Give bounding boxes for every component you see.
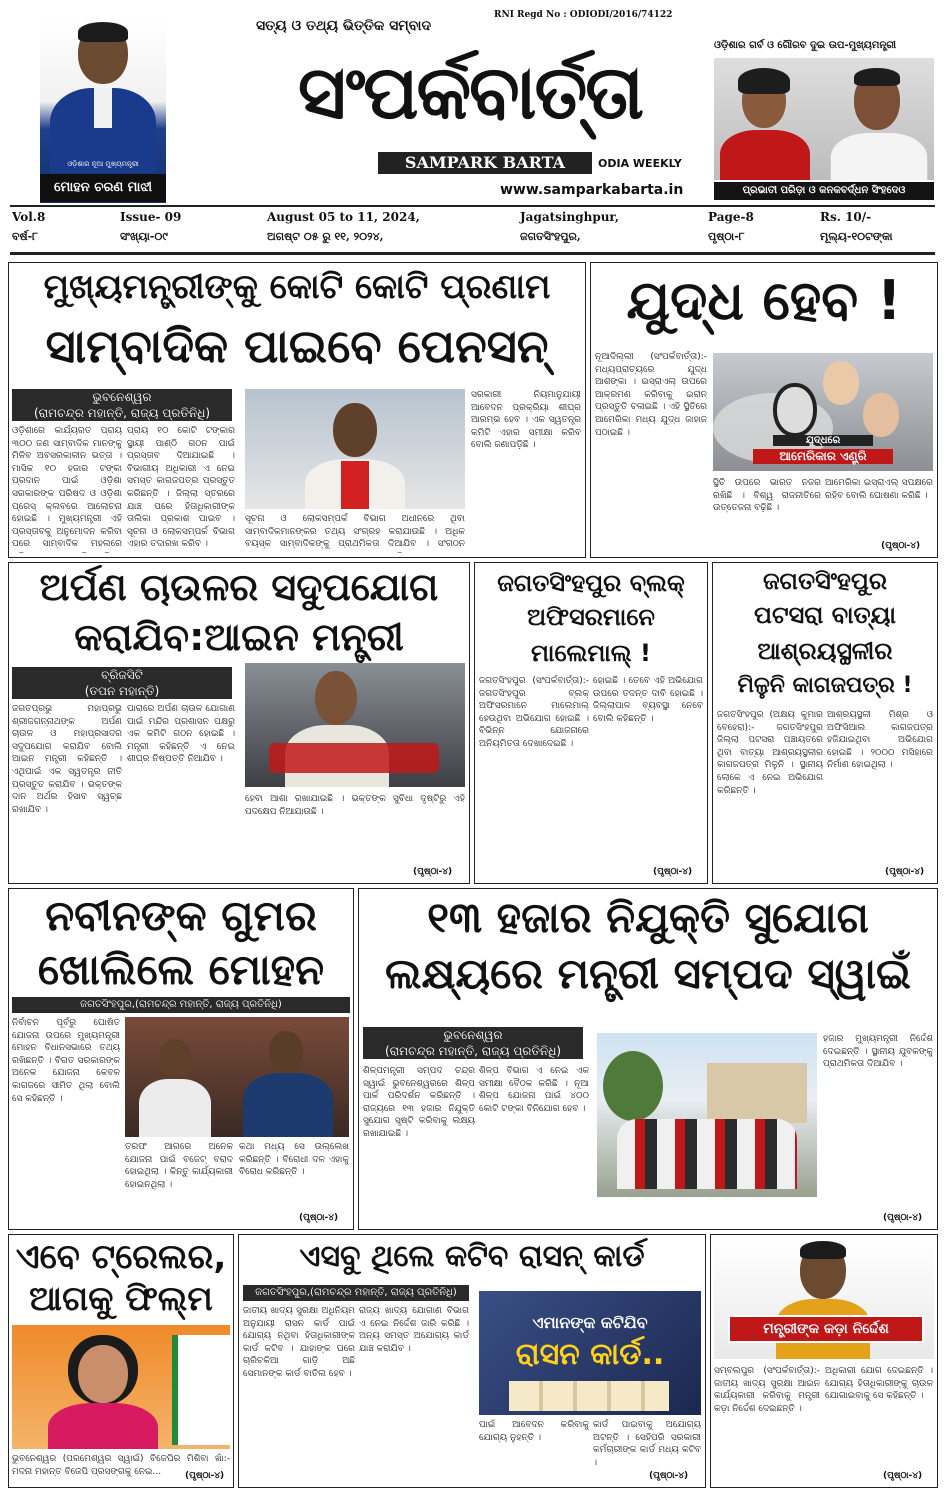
story1-col4: ସରକାରୀ ନିୟମାନୁଯାୟୀ ଆବେଦନ ପ୍ରକ୍ରିୟା ଶୀଘ୍ର ଆରମ୍ଭ ହେବ । ଏକ ସ୍ୱତନ୍ତ୍ର କମିଟି ଏହାର ସମୀକ୍ଷା କରିବ ବୋଲି ଜଣାପଡ଼ିଛି । <box>471 390 581 451</box>
newspaper-logo: ସଂପର୍କବାର୍ତ୍ତା <box>297 50 643 136</box>
story6-photo <box>125 1017 349 1137</box>
story7-col1: ଶିଳ୍ପମନ୍ତ୍ରୀ ସମ୍ପଦ ଚନ୍ଦ୍ର ସ୍ୱାଇଁ ଭୁବନେଶ୍ୱରରେ ଶିଳ୍ପ ପାର୍କ ପରିଦର୍ଶନ କରିଛନ୍ତି । ରାଜ୍ୟରେ ୧୩ ହଜାର ନିଯୁକ୍ତି ସୁଯୋଗ ସୃଷ୍ଟି କରିବାକୁ ଲକ୍ଷ୍ୟ ରଖାଯାଇଛି । <box>363 1066 475 1139</box>
left-photo-caption-small: ଓଡ଼ିଶାର ନୂଆ ମୁଖ୍ୟମନ୍ତ୍ରୀ <box>67 160 139 168</box>
story10-continued: (ପୃଷ୍ଠା-୪) <box>883 1471 923 1481</box>
story4-headline3: ମାଲେମାଲ୍ ! <box>531 639 651 667</box>
story4-headline2: ଅଫିସରମାନେ <box>527 603 655 631</box>
story6-col3: କଥା ମଧ୍ୟ ସେ ଉଲ୍ଲେଖ କରିଛନ୍ତି । ବିରୋଧୀ ଦଳ ଏହାକୁ ବିରୋଧ କରିଛନ୍ତି । <box>239 1142 349 1178</box>
price-or: ମୂଲ୍ୟ-୧୦ଟଙ୍କା <box>820 230 893 243</box>
masthead <box>0 0 945 205</box>
story-offering-rice <box>8 562 470 884</box>
story-pension <box>8 262 586 558</box>
date-en: August 05 to 11, 2024, <box>267 210 420 224</box>
story-ration-card <box>238 1234 706 1488</box>
speaker-woman-body <box>48 1403 158 1449</box>
story1-headline1: ମୁଖ୍ୟମନ୍ତ୍ରୀଙ୍କୁ କୋଟି କୋଟି ପ୍ରଣାମ <box>43 267 551 307</box>
member1-head <box>159 1039 191 1079</box>
person-hair <box>78 22 128 42</box>
story4-col2: ହୋଇଛି । ତେବେ ଏହି ଅଭିଯୋଗ ଉପରେ ତଦନ୍ତ ଦାବି ହୋଇଛି । ଜିଲ୍ଲାପାଳ ବ୍ୟବସ୍ଥା ନେବେ ବୋଲି କହିଛନ୍ତି । <box>593 676 703 724</box>
story10-col2: ଅଧିକାରୀ ଯୋଗ ଦେଇଛନ୍ତି । ଯୋଗ୍ୟ ହିତାଧିକାରୀଙ୍କୁ ଚାଉଳ ଯୋଗାଇବାକୁ ସେ କହିଛନ୍ତି । <box>825 1366 933 1402</box>
tagline: ସତ୍ୟ ଓ ତଥ୍ୟ ଭିତ୍ତିକ ସମ୍ବାଦ <box>256 18 432 34</box>
story4-col1: ଜଗତସିଂହପୁର (ସଂପର୍କବାର୍ତ୍ତା):- ଜଗତସିଂହପୁର ବ୍ଲକ୍ ଅଫିସରମାନେ ମାଲେମାଲ୍ ହେଉଥିବା ଅଭିଯୋଗ ହୋଇଛି । ବିଭିନ୍ନ ଯୋଜନାରେ ଅନିୟମିତତା ଦେଖାଦେଇଛି । <box>479 676 589 749</box>
story7-headline2: ଲକ୍ଷ୍ୟରେ ମନ୍ତ୍ରୀ ସମ୍ପଦ ସ୍ୱାଇଁ <box>385 949 911 998</box>
right-photo-caption-top: ଓଡ଼ିଶାର ଗର୍ବ ଓ ଗୌରବ ଦୁଇ ଉପ-ମୁଖ୍ୟମନ୍ତ୍ରୀ <box>714 40 896 51</box>
story2-headline: ଯୁଦ୍ଧ ହେବ ! <box>626 269 902 332</box>
story9-photo-label2: ରାସନ କାର୍ଡ.. <box>515 1337 665 1372</box>
story5-headline1: ଜଗତସିଂହପୁର <box>762 567 888 595</box>
story1-col1: ଓଡ଼ିଶାରେ କାର୍ଯ୍ୟରତ ପ୍ରାୟ ୩୦୦ ଜଣ ସାମ୍ବାଦିକ ମାନଙ୍କୁ ମିଳିବ ଅବସରକାଳୀନ ଭତ୍ତା । ମାସିକ ୧୦ ହଜାର ଟଙ୍କା ପ୍ରଦାନ ପାଇଁ ଓଡ଼ିଶା ସରକାରଙ୍କ ପରିଷଦ ଓ ଓଡ଼ିଶା ପ୍ରେସ୍ କ୍ଲବରେ ଆଲୋଚନା ହୋଇଛି । ମୁଖ୍ୟମନ୍ତ୍ରୀ ଏହି ପ୍ରସ୍ତାବକୁ ଅନୁମୋଦନ କରିବା ପରେ ସାମ୍ବାଦିକ ମହଲରେ <box>12 426 122 550</box>
story9-photo-label1: ଏମାନଙ୍କ କଟିଯିବ <box>532 1313 648 1332</box>
minister-head <box>333 403 377 457</box>
story3-headline2: କରାଯିବ:ଆଇନ ମନ୍ତ୍ରୀ <box>74 615 404 659</box>
building <box>707 1063 807 1123</box>
story2-photo-label2: ଆମେରିକାର ଏଣ୍ଟ୍ରି <box>753 449 893 464</box>
story-jobs <box>358 888 938 1230</box>
story8-continued: (ପୃଷ୍ଠା-୪) <box>185 1471 225 1481</box>
story6-headline1: ନବୀନଙ୍କ ଗୁମର <box>45 891 317 940</box>
story-war <box>590 262 938 558</box>
story8-photo <box>12 1325 230 1449</box>
story8-headline2: ଆଗକୁ ଫିଲ୍ମ <box>29 1279 213 1319</box>
story-minister-directive <box>710 1234 938 1488</box>
website-link[interactable]: www.samparkabarta.in <box>500 182 684 198</box>
story5-continued: (ପୃଷ୍ଠା-୪) <box>885 867 925 877</box>
story4-continued: (ପୃଷ୍ଠା-୪) <box>653 867 693 877</box>
page-or: ପୃଷ୍ଠା-୮ <box>708 230 745 243</box>
story9-col3: ପାଇଁ ଆବେଦନ କରିବାକୁ ଯୋଗ୍ୟ ନୁହନ୍ତି । <box>479 1420 589 1443</box>
story1-photo <box>245 389 465 509</box>
story5-headline3: ଆଶ୍ରୟସ୍ଥଳୀର <box>757 637 893 665</box>
volume-or: ବର୍ଷ-୮ <box>12 230 38 243</box>
party-banner <box>172 1335 230 1445</box>
story6-headline2: ଖୋଲିଲେ ମୋହନ <box>37 945 325 994</box>
right-photo <box>714 58 934 180</box>
story9-photo <box>479 1291 701 1415</box>
story7-headline1: ୧୩ ହଜାର ନିଯୁକ୍ତି ସୁଯୋଗ <box>427 893 869 942</box>
right-photo-caption-bottom: ପ୍ରଭାତୀ ପରିଡ଼ା ଓ କନକବର୍ଦ୍ଧନ ସିଂହଦେଓ <box>714 182 934 200</box>
minister2-hair <box>800 1241 846 1259</box>
story3-col3: ହେବା ଆଶା ରଖାଯାଇଛି । ଭକ୍ତଙ୍କ ସୁବିଧା ଦୃଷ୍ଟିରୁ ଏହି ପଦକ୍ଷେପ ନିଆଯାଉଛି । <box>245 794 465 817</box>
story3-headline1: ଅର୍ପଣ ଚାଉଳର ସଦୁପଯୋଗ <box>39 565 439 609</box>
place-or: ଜଗତସିଂହପୁର, <box>520 230 581 243</box>
person-right-hair <box>854 68 900 86</box>
story7-dateline: ଭୁବନେଶ୍ୱର <box>363 1027 583 1043</box>
person-right-body <box>830 132 928 180</box>
story8-headline1: ଏବେ ଟ୍ରେଲର, <box>15 1237 227 1277</box>
place-en: Jagatsinghpur, <box>520 210 620 224</box>
story5-headline2: ପଟସରା ବାତ୍ୟା <box>754 601 896 629</box>
microphone-cluster <box>269 743 439 773</box>
story10-col1: ସମ୍ବଲପୁର (ସଂପର୍କବାର୍ତ୍ତା):- ଜାତୀୟ ଖାଦ୍ୟ ସୁରକ୍ଷା ଆଇନ କାର୍ଯ୍ୟକାରୀ କରିବାକୁ ମନ୍ତ୍ରୀ କଡ଼ା ନିର୍ଦ୍ଦେଶ ଦେଇଛନ୍ତି । <box>714 1366 820 1414</box>
english-name: SAMPARK BARTA <box>378 152 592 174</box>
frequency: ODIA WEEKLY <box>598 157 682 170</box>
story7-photo <box>597 1033 817 1197</box>
story1-byline: (ରାମଚନ୍ଦ୍ର ମହାନ୍ତି, ରାଜ୍ୟ ପ୍ରତିନିଧି) <box>12 405 232 421</box>
info-rule <box>10 252 935 255</box>
story3-col2: ପାରାରେ ଅର୍ପଣ ଚାଉଳ ଯୋଗାଣ ପାଇଁ ମନ୍ଦିର ପ୍ରଶାସନ ପକ୍ଷରୁ ଏକ କମିଟି ଗଠନ ହୋଇଛି । ମନ୍ତ୍ରୀ କହିଛନ୍ତି ଏ ନେଇ ଶୀଘ୍ର ନିଷ୍ପତ୍ତି ନିଆଯିବ । <box>127 704 235 765</box>
story1-col2: ପ୍ରାୟ ୧୦ କୋଟି ଟଙ୍କାର ସ୍ଥାୟୀ ପାଣ୍ଠି ଗଠନ ପାଇଁ ପ୍ରସ୍ତାବ ଦିଆଯାଇଛି । ବିଭାଗୀୟ ଅଧିକାରୀ ଏ ନେଇ ସମସ୍ତ କାଗଜପତ୍ର ପ୍ରସ୍ତୁତ କରିଛନ୍ତି । ଜିଲ୍ଲା ସ୍ତରରେ ଯାଞ୍ଚ ପରେ ହିତାଧିକାରୀଙ୍କ ତାଲିକା ପ୍ରକାଶ ପାଇବ । ସୂଚନା ଓ ଲୋକସମ୍ପର୍କ ବିଭାଗ ଏହାର ତଦାରଖ କରିବ । <box>127 426 235 550</box>
issue-or: ସଂଖ୍ୟା-୦୯ <box>120 230 168 243</box>
person-left-body <box>720 130 810 180</box>
story6-col1: ନିର୍ବାଚନ ପୂର୍ବରୁ ଘୋଷିତ ଯୋଜନା ଉପରେ ମୁଖ୍ୟମନ୍ତ୍ରୀ ମୋହନ ବିଧାନସଭାରେ ତଥ୍ୟ ରଖିଛନ୍ତି । ବିଗତ ସରକାରଙ୍କ ଅନେକ ଯୋଜନା କେବଳ କାଗଜରେ ସୀମିତ ଥିଲା ବୋଲି ସେ କହିଛନ୍ତି । <box>12 1018 120 1104</box>
speaker-head <box>315 671 357 725</box>
speaker-woman-face <box>78 1345 128 1403</box>
story2-continued: (ପୃଷ୍ଠା-୪) <box>881 541 921 551</box>
story10-photo <box>714 1239 934 1359</box>
story6-byline: ଜଗତସିଂହପୁର,(ରାମଚନ୍ଦ୍ର ମହାନ୍ତି, ରାଜ୍ୟ ପ୍ରତିନିଧି) <box>12 997 350 1013</box>
price-en: Rs. 10/- <box>820 210 872 224</box>
story2-col1: ନୂଆଦିଲ୍ଲୀ (ସଂପର୍କବାର୍ତ୍ତା):- ମଧ୍ୟପ୍ରାଚ୍ୟରେ ଯୁଦ୍ଧ ଆଶଙ୍କା । ଇସ୍ରାଏଲ୍ ଉପରେ ଆକ୍ରମଣ କରିବାକୁ ଇରାନ୍ ପ୍ରସ୍ତୁତି ଚଳାଇଛି । ଏହି ସ୍ଥିତିରେ ଆମେରିକା ମଧ୍ୟ ଯୁଦ୍ଧ ଜାହାଜ ପଠାଇଛି । <box>595 352 707 438</box>
story5-col2: ଆଶ୍ରୟସ୍ଥଳୀ ମିଶ୍ର ଓ ଅଫିସିଆଲ କାଗଜପତ୍ର ହଜିଯାଇଥିବା ଅଭିଯୋଗ ହୋଇଛି । ୨୦୦୦ ମସିହାରେ ନିର୍ମାଣ ହୋଇଥିଲା । <box>827 710 933 771</box>
story1-headline2: ସାମ୍ବାଦିକ ପାଇବେ ପେନସନ୍ <box>45 319 549 373</box>
member2-body <box>243 1073 333 1137</box>
story-cyclone-shelter <box>712 562 938 884</box>
story4-headline1: ଜଗତସିଂହପୁର ବ୍ଲକ୍ <box>497 569 685 597</box>
story9-byline: ଜଗତସିଂହପୁର,(ରାମଚନ୍ଦ୍ର ମହାନ୍ତି, ରାଜ୍ୟ ପ୍ରତିନିଧି) <box>243 1285 469 1301</box>
story1-col3: ସୂଚନା ଓ ଲୋକସମ୍ପର୍କ ବିଭାଗ ଅଧୀନରେ ଥିବା ସାମ୍ବାଦିକମାନଙ୍କର ତଥ୍ୟ ସଂଗ୍ରହ କରାଯାଉଛି । ଅଧିକ ବୟସ୍କ ସାମ୍ବାଦିକଙ୍କୁ ପ୍ରାଥମିକତା ଦିଆଯିବ । ସଂଗଠନ <box>245 514 465 550</box>
minister-scarf <box>341 461 369 509</box>
member2-head <box>269 1031 303 1073</box>
date-or: ଅଗଷ୍ଟ ୦୫ ରୁ ୧୧, ୨୦୨୪, <box>267 230 384 243</box>
story2-photo-label1: ଯୁଦ୍ଧରେ <box>773 435 873 446</box>
story8-col1: ଭୁବନେଶ୍ୱର (ପରମେଶ୍ୱର ସ୍ୱାଇଁ) ବିଜେପିର ମିଶିବା ଖାଁ:- ମଦନା ମହାନ୍ତ ବିଜେପି ପ୍ରସଙ୍ଗକୁ ନେଇ... <box>12 1454 230 1477</box>
issue-en: Issue- 09 <box>120 210 182 224</box>
story9-col4: କାର୍ଡ ପାଇବାକୁ ଅଯୋଗ୍ୟ ଅଟନ୍ତି । ସେହିପରି ସରକାରୀ କର୍ମଚାରୀଙ୍କ କାର୍ଡ ମଧ୍ୟ କଟିବ । <box>593 1420 701 1468</box>
story6-col2: ତରଫ ଆଗରେ ଅନେକ ଯୋଜନା ପାଇଁ ବଜେଟ୍ ବରାଦ ହୋଇଥିଲା । କିନ୍ତୁ କାର୍ଯ୍ୟକାରୀ ହୋଇନଥିଲା । <box>125 1142 233 1190</box>
group-people <box>617 1119 797 1189</box>
story7-col2: ଶିଳ୍ପ ବିଭାଗ ଏ ନେଇ ଏକ ସମୀକ୍ଷା ବୈଠକ କରିଛି । ନୂଆ ଶିଳ୍ପ ଯୋଜନା ପାଇଁ ୪୦୦ କୋଟି ଟଙ୍କା ବିନିଯୋଗ ହେବ । <box>479 1066 589 1114</box>
rni-number: RNI Regd No : ODIODI/2016/74122 <box>494 10 673 20</box>
story7-byline: (ରାମଚନ୍ଦ୍ର ମହାନ୍ତି, ରାଜ୍ୟ ପ୍ରତିନିଧି) <box>363 1043 583 1059</box>
leader-1 <box>773 383 817 437</box>
member1-body <box>139 1079 211 1137</box>
story-trailer <box>8 1234 234 1488</box>
left-photo-caption: ମୋହନ ଚରଣ ମାଝୀ <box>40 174 166 202</box>
story1-dateline: ଭୁବନେଶ୍ୱର <box>12 389 232 405</box>
left-photo <box>40 18 166 203</box>
story6-continued: (ପୃଷ୍ଠା-୪) <box>299 1213 339 1223</box>
volume-en: Vol.8 <box>12 210 46 224</box>
story5-col1: ଜଗତସିଂହପୁର (ଅକ୍ଷୟ କୁମାର ବେହେରା):- ଜଗତସିଂହପୁର ଜିଲ୍ଲା ପଟସରା ପଞ୍ଚାୟତରେ ଥିବା ବାତ୍ୟା ଆଶ୍ରୟସ୍ଥଳୀର କାଗଜପତ୍ର ମିଳୁନି । ସ୍ଥାନୀୟ ଲୋକେ ଏ ନେଇ ଅଭିଯୋଗ କରିଛନ୍ତି । <box>717 710 823 796</box>
story9-col2: ରାଜ୍ୟ ଖାଦ୍ୟ ଯୋଗାଣ ବିଭାଗ ଏ ନେଇ ନିର୍ଦ୍ଦେଶ ଜାରି କରିଛି । ଅନ୍ୟ ସମସ୍ତ ଅଯୋଗ୍ୟ କାର୍ଡ ଯାଞ୍ଚ କରାଯିବ । <box>359 1306 469 1354</box>
story3-dateline: ବ୍ରିଜସିଟି <box>12 667 232 683</box>
ration-card-stack <box>509 1381 669 1411</box>
story3-photo <box>245 663 465 787</box>
info-bar <box>12 210 932 248</box>
page-en: Page-8 <box>708 210 754 224</box>
story7-col3: ହଜାର ମୁଖ୍ୟମନ୍ତ୍ରୀ ନିର୍ଦ୍ଦେଶ ଦେଇଛନ୍ତି । ସ୍ଥାନୀୟ ଯୁବକଙ୍କୁ ପ୍ରାଥମିକତା ଦିଆଯିବ । <box>823 1034 933 1070</box>
person-shirt <box>94 88 112 128</box>
story2-col2: ସ୍ଥିତି ଉପରେ ଭାରତ ନଜର ରଖିଛି । ବିଶ୍ୱ ରାଜନୀତିରେ ଉତ୍ତେଜନା ବଢ଼ିଛି । <box>713 478 821 514</box>
story3-continued: (ପୃଷ୍ଠା-୪) <box>413 867 453 877</box>
story-naveen-secret <box>8 888 354 1230</box>
tree <box>603 1051 663 1121</box>
leader-2 <box>823 361 859 405</box>
story9-continued: (ପୃଷ୍ଠା-୪) <box>649 1471 689 1481</box>
story3-byline: (ତପନ ମହାନ୍ତି) <box>12 683 232 699</box>
story2-col3: ଆମେରିକା ଇସ୍ରାଏଲ୍ ସପକ୍ଷରେ ରହିବ ବୋଲି ଘୋଷଣା କରିଛି । <box>825 478 933 501</box>
leader-3 <box>863 393 899 437</box>
story9-headline: ଏସବୁ ଥିଲେ କଟିବ ରାସନ୍ କାର୍ଡ <box>299 1239 645 1274</box>
story7-continued: (ପୃଷ୍ଠା-୪) <box>883 1213 923 1223</box>
story-block-officers <box>474 562 708 884</box>
story9-col1: ଜାତୀୟ ଖାଦ୍ୟ ସୁରକ୍ଷା ଅଧିନିୟମ ଅନୁଯାୟୀ ରାସନ କାର୍ଡ ପାଇଁ ଯୋଗ୍ୟ ନଥିବା ହିତାଧିକାରୀଙ୍କ କାର୍ଡ କଟିବ । ଯାହାଙ୍କ ଘରେ ଚାରିଚକିଆ ଗାଡ଼ି ଅଛି ସେମାନଙ୍କ କାର୍ଡ ବାତିଲ ହେବ । <box>243 1306 355 1379</box>
story10-photo-label: ମନ୍ତ୍ରୀଙ୍କ କଡ଼ା ନିର୍ଦ୍ଦେଶ <box>728 1315 924 1343</box>
top-rule <box>10 205 935 207</box>
person-left-hair <box>738 68 790 94</box>
story3-col1: ଜଗତପ୍ରଭୁ ମହାପ୍ରଭୁ ଶ୍ରୀଜଗନ୍ନାଥଙ୍କ ଅର୍ପଣ ଚାଉଳ ଓ ମହାପ୍ରସାଦର ସଦୁପଯୋଗ କରାଯିବ ବୋଲି ଆଇନ ମନ୍ତ୍ରୀ କହିଛନ୍ତି । ଏଥିପାଇଁ ଏକ ସ୍ୱତନ୍ତ୍ର ନୀତି ପ୍ରସ୍ତୁତ କରାଯିବ । ଭକ୍ତଙ୍କ ଦାନ ଅର୍ଥର ହିସାବ ସ୍ୱଚ୍ଛ ରଖାଯିବ । <box>12 704 122 815</box>
story5-headline4: ମିଳୁନି କାଗଜପତ୍ର ! <box>737 673 913 698</box>
story2-photo <box>713 353 933 471</box>
